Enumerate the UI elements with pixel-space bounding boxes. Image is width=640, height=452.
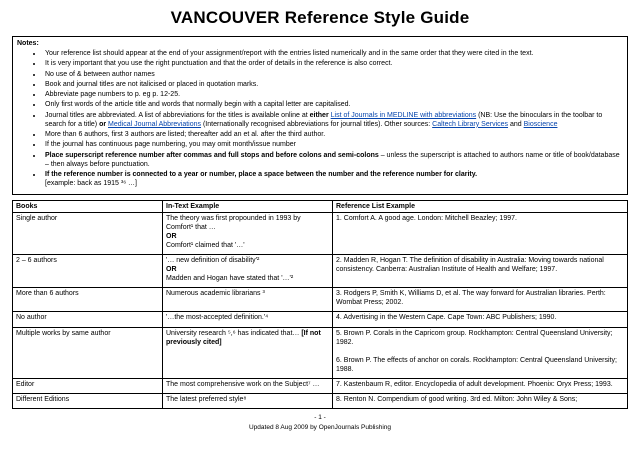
note-text-bold: or — [99, 120, 109, 128]
note-text: It is very important that you use the right punctuation and that the order of details in the reference is also correct. — [45, 60, 393, 68]
note-bullet — [43, 90, 621, 99]
note-bullet — [43, 151, 621, 169]
row-label: More than 6 authors — [13, 288, 163, 312]
intext-example-cell — [163, 212, 333, 254]
note-text: – unless the superscript is attached to authors name or title of book/database – then always before punctuation. — [45, 151, 620, 168]
intext-example-cell: The latest preferred style⁸ — [163, 394, 333, 409]
reference-example-cell: 7. Kastenbaum R, editor. Encyclopedia of adult development. Phoenix: Oryx Press; 1993. — [333, 378, 628, 393]
note-bullet — [43, 170, 621, 188]
reference-example-cell — [333, 327, 628, 378]
intext-example-cell: The most comprehensive work on the Subject⁷ … — [163, 378, 333, 393]
link-medical-journal-abbreviations[interactable]: Medical Journal Abbreviations — [108, 120, 202, 128]
row-label: Different Editions — [13, 394, 163, 409]
reference-example-cell: 1. Comfort A. A good age. London: Mitchell Beazley; 1997. — [333, 212, 628, 254]
updated-note: Updated 8 Aug 2009 by OpenJournals Publishing — [248, 423, 392, 431]
page-title: VANCOUVER Reference Style Guide — [170, 8, 470, 27]
intext-line: Madden and Hogan have stated that '…'² — [166, 275, 294, 283]
col-header-books: Books — [13, 200, 163, 212]
row-label: No author — [13, 312, 163, 327]
intext-example-cell — [163, 254, 333, 287]
or-label: OR — [166, 266, 177, 274]
note-bullet — [43, 140, 621, 149]
intext-example-cell — [163, 327, 333, 378]
note-text-bold: If the reference number is connected to a year or number, place a space between the number and the reference number for clarity. — [45, 171, 478, 179]
note-text: (Internationally recognised abbreviations for journal titles). Other sources: — [201, 120, 433, 128]
intext-line: '… new definition of disability'² — [166, 256, 260, 264]
intext-note-bold: [If not previously cited] — [166, 329, 321, 346]
table-row-different-editions — [13, 394, 628, 409]
reference-style-table — [12, 200, 628, 410]
note-bullet — [43, 59, 621, 68]
link-medline-abbreviations[interactable]: List of Journals in MEDLINE with abbreviations — [330, 111, 477, 119]
table-header-row — [13, 200, 628, 212]
intext-line: The theory was first propounded in 1993 by Comfort¹ that … — [166, 214, 301, 231]
note-text: No use of & between author names — [45, 70, 155, 78]
col-header-reference: Reference List Example — [333, 200, 628, 212]
note-text-bold: Place superscript reference number after commas and full stops and before colons and semi-colons — [45, 151, 379, 159]
note-text: Your reference list should appear at the end of your assignment/report with the entries listed numerically and in the same order that they were cited in the text. — [45, 50, 534, 58]
reference-example-cell: 2. Madden R, Hogan T. The definition of disability in Australia: Moving towards national consistency. Canberra: Australian Institute of Health and Welfare; 1997. — [333, 254, 628, 287]
intext-example-cell: Numerous academic librarians ³ — [163, 288, 333, 312]
note-text: and — [508, 120, 524, 128]
note-bullet — [43, 130, 621, 139]
note-example-text: [example: back as 1915 ³⁶ …] — [45, 180, 137, 188]
intext-line: Comfort¹ claimed that '…' — [166, 241, 245, 249]
note-text: Abbreviate page numbers to p. eg p. 12-25. — [45, 91, 181, 99]
notes-list — [43, 49, 621, 188]
note-text: If the journal has continuous page numbering, you may omit month/issue number — [45, 141, 296, 149]
note-text: More than 6 authors, first 3 authors are listed; thereafter add an et al. after the third author. — [45, 131, 326, 139]
reference-example-cell: 8. Renton N. Compendium of good writing. 3rd ed. Milton: John Wiley & Sons; — [333, 394, 628, 409]
note-bullet — [43, 49, 621, 58]
intext-example-cell: '…the most-accepted definition.'⁴ — [163, 312, 333, 327]
note-text: Book and journal titles are not italicised or placed in quotation marks. — [45, 80, 259, 88]
table-row-multiple-works-same-author — [13, 327, 628, 378]
reference-example-cell: 4. Advertising in the Western Cape. Cape Town: ABC Publishers; 1990. — [333, 312, 628, 327]
row-label: Multiple works by same author — [13, 327, 163, 378]
link-caltech-library-services[interactable]: Caltech Library Services — [432, 120, 509, 128]
col-header-intext: In-Text Example — [163, 200, 333, 212]
reference-entry: 6. Brown P. The effects of anchor on corals. Rockhampton: Central Queensland University; 1988. — [336, 356, 617, 373]
note-bullet — [43, 80, 621, 89]
row-label: Single author — [13, 212, 163, 254]
page-number: - 1 - — [314, 414, 326, 422]
table-row-single-author — [13, 212, 628, 254]
note-text: Only first words of the article title and words that normally begin with a capital letter are capitalised. — [45, 101, 351, 109]
note-text: (NB: Use the binoculars in the toolbar to search for a title) — [45, 111, 603, 128]
page-footer — [12, 413, 628, 433]
intext-line: University research ⁵,⁶ has indicated that… — [166, 329, 302, 337]
row-label: 2 – 6 authors — [13, 254, 163, 287]
reference-example-cell: 3. Rodgers P, Smith K, Williams D, et al. The way forward for Australian libraries. Perth: Wombat Press; 2002. — [333, 288, 628, 312]
or-label: OR — [166, 232, 177, 240]
note-bullet — [43, 70, 621, 79]
table-row-more-than-6-authors — [13, 288, 628, 312]
link-bioscience[interactable]: Bioscience — [523, 120, 558, 128]
notes-box — [12, 36, 628, 195]
table-row-editor — [13, 378, 628, 393]
note-bullet — [43, 100, 621, 109]
note-text: Journal titles are abbreviated. A list of abbreviations for the titles is available online at — [45, 111, 310, 119]
notes-heading: Notes: — [17, 40, 39, 47]
table-row-no-author — [13, 312, 628, 327]
note-bullet — [43, 111, 621, 129]
row-label: Editor — [13, 378, 163, 393]
note-text-bold: either — [309, 111, 331, 119]
reference-entry: 5. Brown P. Corals in the Capricorn group. Rockhampton: Central Queensland University; 1982. — [336, 329, 613, 346]
table-row-2-6-authors — [13, 254, 628, 287]
